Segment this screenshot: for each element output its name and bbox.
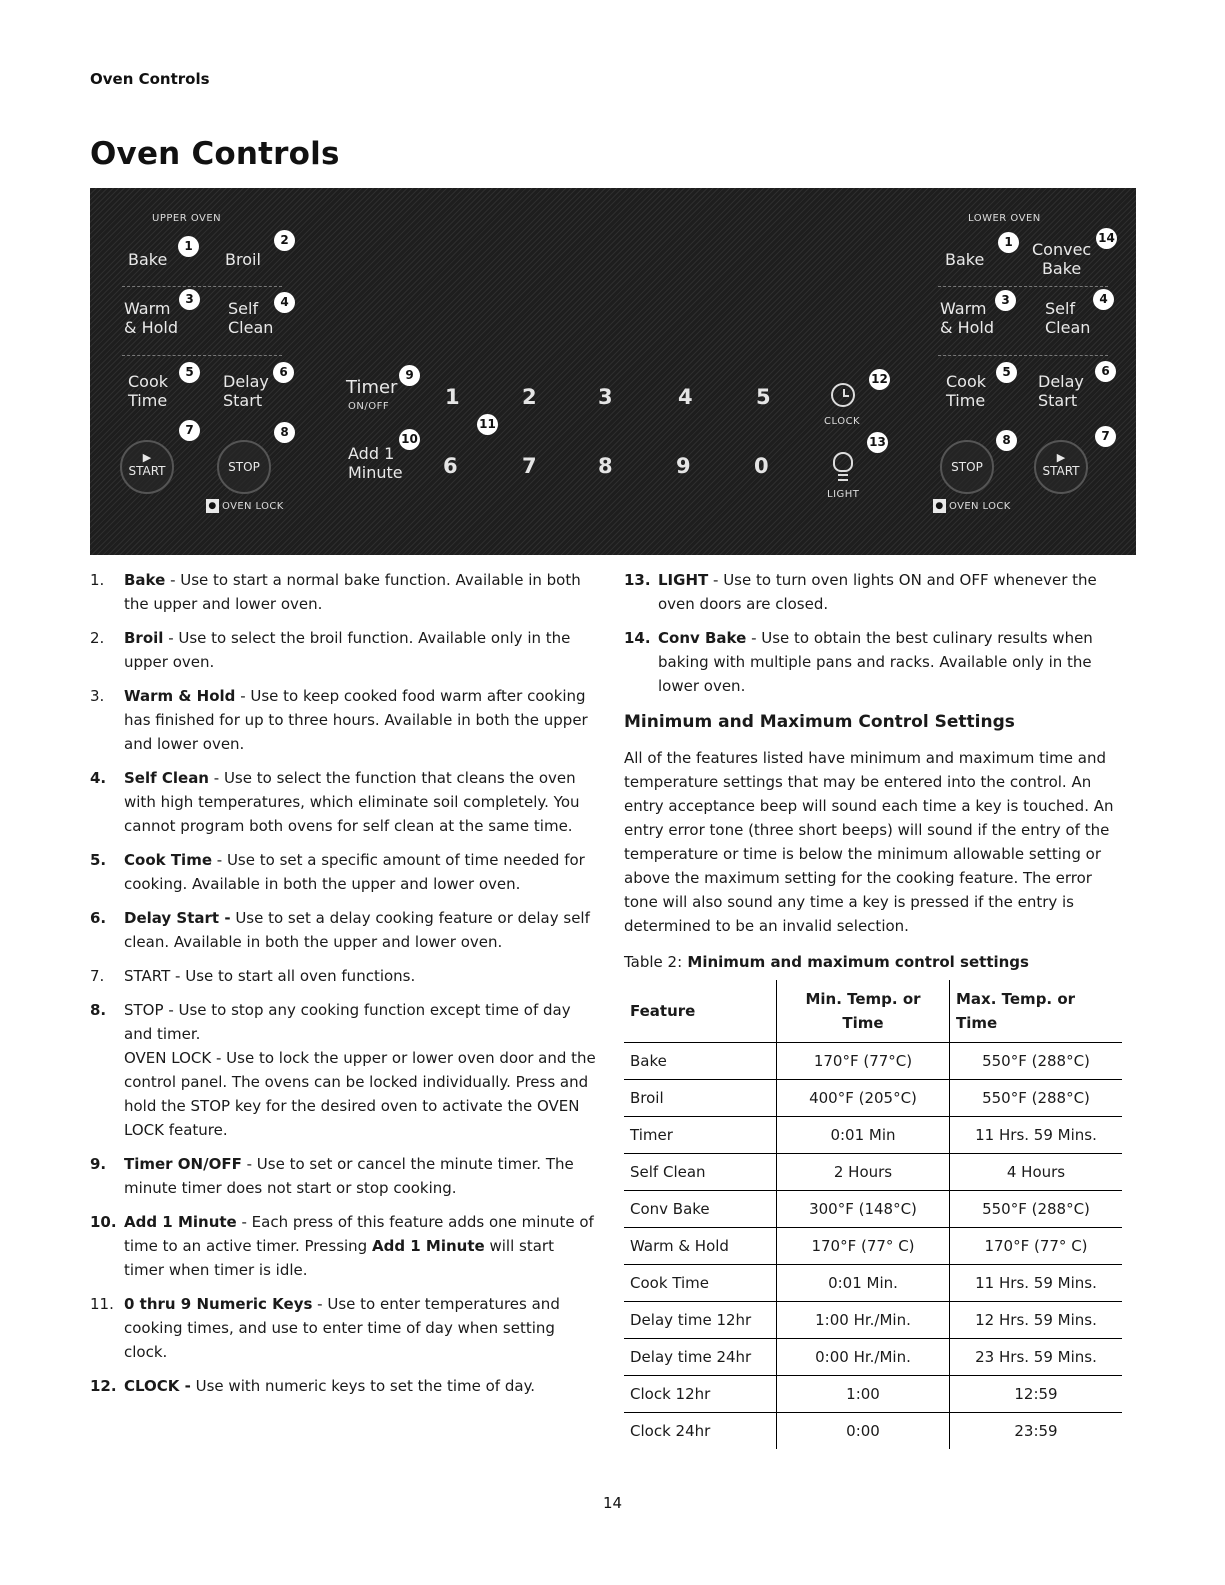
table-header-row [624,980,1122,1043]
timer-sub-label: ON/OFF [348,401,390,412]
section-paragraph: All of the features listed have minimum and maximum time and temperature settings that may be entered into the control. An entry acceptance beep will sound each time a key is touched. An entry error tone (three short beeps) will sound if the entry of the temperature or time is below the minimum allowable setting or above the maximum setting for the cooking feature. The error tone will also sound any time a key is pressed if the entry is determined to be an invalid selection. [624,749,1114,935]
page-number: 14 [602,1494,623,1512]
feature-list-right [624,568,1128,1449]
padlock-icon: ● [206,499,219,513]
table-row [624,1376,1122,1413]
running-head: Oven Controls [90,70,210,88]
table-cell: Cook Time [624,1265,777,1302]
table-row [624,1228,1122,1265]
clock-icon [831,383,855,407]
light-bulb-base [838,474,848,481]
callout-12: 12 [869,369,890,390]
table-row [624,1154,1122,1191]
oven-lock-description: OVEN LOCK - Use to lock the upper or lower oven door and the control panel. The ovens can be locked individually. Press and hold the STOP key for the desired oven to activate the OVEN LOCK feature. [124,1049,596,1139]
table-cell: 170°F (77°C) [777,1043,950,1080]
table-cell: 12:59 [950,1376,1123,1413]
control-settings-table [624,980,1122,1449]
section-heading: Minimum and Maximum Control Settings [624,712,1015,732]
table-row [624,1265,1122,1302]
callout-3: 3 [179,289,200,310]
list-item: 11. 0 thru 9 Numeric Keys - Use to enter temperatures and cooking times, and use to enter time of day when setting clock. [90,1295,560,1361]
upper-self-clean-key: Self Clean [228,299,274,337]
callout-9: 9 [399,365,420,386]
callout-4: 4 [274,292,295,313]
callout-8-lower: 8 [996,430,1017,451]
upper-cook-time-key: Cook Time [128,372,169,410]
table-cell: Timer [624,1117,777,1154]
table-row [624,1043,1122,1080]
callout-6-lower: 6 [1095,361,1116,382]
table-cell: 23:59 [1014,1422,1058,1440]
lower-self-clean-key: Self Clean [1045,299,1091,337]
numeric-key-2: 2 [522,385,537,409]
callout-7-lower: 7 [1095,426,1116,447]
table-header-cell: Max. Temp. or Time [950,980,1123,1043]
table-cell: 4 Hours [950,1154,1123,1191]
panel-divider [938,355,1108,356]
list-item: 3. Warm & Hold - Use to keep cooked food warm after cooking has finished for up to three hours. Available in both the upper and lower oven. [90,687,588,753]
lower-oven-lock-label: ● OVEN LOCK [933,499,1011,513]
callout-4-lower: 4 [1093,289,1114,310]
timer-key: Timer [346,377,398,398]
numeric-key-1: 1 [445,385,460,409]
list-item: 6. Delay Start - Use to set a delay cooking feature or delay self clean. Available in both the upper and lower oven. [90,909,590,951]
table-cell: Clock 12hr [624,1376,777,1413]
list-item: 7. START - Use to start all oven functions. [90,967,416,985]
list-item: 12. CLOCK - Use with numeric keys to set the time of day. [90,1377,536,1395]
callout-8: 8 [274,422,295,443]
callout-13: 13 [867,432,888,453]
table-cell: 550°F (288°C) [950,1043,1123,1080]
upper-delay-start-key: Delay Start [223,372,269,410]
upper-start-button: ▶ START [120,440,174,494]
callout-5-lower: 5 [996,362,1017,383]
table-cell: 550°F (288°C) [950,1191,1123,1228]
upper-oven-lock-label: ● OVEN LOCK [206,499,284,513]
upper-broil-key: Broil [225,250,261,269]
feature-list-left [90,568,598,1408]
table-cell: Warm & Hold [624,1228,777,1265]
lower-delay-start-key: Delay Start [1038,372,1084,410]
panel-divider [122,286,282,287]
table-cell: Broil [624,1080,777,1117]
list-item: 13. LIGHT - Use to turn oven lights ON and OFF whenever the oven doors are closed. [624,571,1097,613]
list-item: 2. Broil - Use to select the broil function. Available only in the upper oven. [90,629,571,671]
upper-oven-heading: UPPER OVEN [152,213,222,224]
numeric-key-8: 8 [598,454,613,478]
table-cell: 23 Hrs. 59 Mins. [950,1339,1123,1376]
table-cell: 11 Hrs. 59 Mins. [950,1265,1123,1302]
lower-convec-bake-key: Convec Bake [1032,240,1092,278]
light-bulb-icon [833,452,853,472]
callout-10: 10 [399,429,420,450]
table-cell: 1:00 [777,1376,950,1413]
table-cell: 0:00 Hr./Min. [777,1339,950,1376]
numeric-key-7: 7 [522,454,537,478]
light-key-label: LIGHT [827,489,860,500]
lower-oven-heading: LOWER OVEN [968,213,1041,224]
numeric-key-0: 0 [754,454,769,478]
list-item: 10. Add 1 Minute - Each press of this feature adds one minute of time to an active timer. Pressing Add 1 Minute will start timer when timer is idle. [90,1213,594,1279]
callout-11: 11 [477,414,498,435]
panel-divider [938,286,1108,287]
lower-stop-button: STOP [940,440,994,494]
callout-6: 6 [273,362,294,383]
table-caption: Table 2: Minimum and maximum control settings [624,953,1029,971]
table-header-cell: Min. Temp. or Time [777,980,950,1043]
play-icon: ▶ [142,451,152,464]
table-cell: 400°F (205°C) [777,1080,950,1117]
add-one-minute-key: Add 1 Minute [348,444,403,482]
list-item: 9. Timer ON/OFF - Use to set or cancel the minute timer. The minute timer does not start or stop cooking. [90,1155,574,1197]
numeric-key-9: 9 [676,454,691,478]
table-cell: 1:00 Hr./Min. [777,1302,950,1339]
clock-key-label: CLOCK [824,416,861,427]
table-cell: Delay time 24hr [624,1339,777,1376]
table-cell: Conv Bake [624,1191,777,1228]
table-header-cell: Feature [624,980,777,1043]
upper-warm-key: Warm & Hold [124,299,178,337]
lower-cook-time-key: Cook Time [946,372,987,410]
upper-stop-button: STOP [217,440,271,494]
callout-5: 5 [179,362,200,383]
table-cell: 12 Hrs. 59 Mins. [950,1302,1123,1339]
padlock-icon: ● [933,499,946,513]
numeric-key-4: 4 [678,385,693,409]
list-item: 8. STOP - Use to stop any cooking function except time of day and timer. OVEN LOCK - Use to lock the upper or lower oven door and the control panel. The ovens can be locked individually. Press and hold the STOP key for the desired oven to activate the OVEN LOCK feature. [90,998,598,1142]
list-item: 14. Conv Bake - Use to obtain the best culinary results when baking with multiple pans and racks. Available only in the lower oven. [624,629,1093,695]
list-item: 5. Cook Time - Use to set a specific amount of time needed for cooking. Available in both the upper and lower oven. [90,851,585,893]
list-item: 4. Self Clean - Use to select the function that cleans the oven with high temperatures, which eliminate soil completely. You cannot program both ovens for self clean at the same time. [90,769,580,835]
numeric-key-5: 5 [756,385,771,409]
numeric-key-6: 6 [443,454,458,478]
play-icon: ▶ [1056,451,1066,464]
panel-divider [122,355,282,356]
table-row [624,1339,1122,1376]
table-row [624,1191,1122,1228]
table-cell: 550°F (288°C) [950,1080,1123,1117]
table-cell: 300°F (148°C) [777,1191,950,1228]
callout-14: 14 [1096,228,1117,249]
list-item: 1. Bake - Use to start a normal bake function. Available in both the upper and lower oven. [90,571,581,613]
callout-2: 2 [274,230,295,251]
callout-3-lower: 3 [995,290,1016,311]
page-title: Oven Controls [90,136,340,172]
upper-bake-key: Bake [128,250,168,269]
table-cell: Delay time 12hr [624,1302,777,1339]
table-row [624,1302,1122,1339]
table-cell: Bake [624,1043,777,1080]
table-row [624,1117,1122,1154]
table-cell: 2 Hours [777,1154,950,1191]
table-cell: Clock 24hr [630,1422,711,1440]
table-cell: 0:00 [777,1413,950,1450]
callout-1-lower: 1 [998,232,1019,253]
table-cell: 170°F (77° C) [950,1228,1123,1265]
table-cell: Self Clean [624,1154,777,1191]
table-cell: 0:01 Min. [777,1265,950,1302]
callout-1: 1 [178,236,199,257]
table-row [624,1413,1122,1450]
lower-warm-key: Warm & Hold [940,299,994,337]
table-cell: 11 Hrs. 59 Mins. [950,1117,1123,1154]
callout-7: 7 [179,420,200,441]
table-cell: 0:01 Min [777,1117,950,1154]
table-row [624,1080,1122,1117]
control-panel-illustration [90,188,1136,555]
table-cell: 170°F (77° C) [777,1228,950,1265]
numeric-key-3: 3 [598,385,613,409]
lower-bake-key: Bake [945,250,985,269]
lower-start-button: ▶ START [1034,440,1088,494]
